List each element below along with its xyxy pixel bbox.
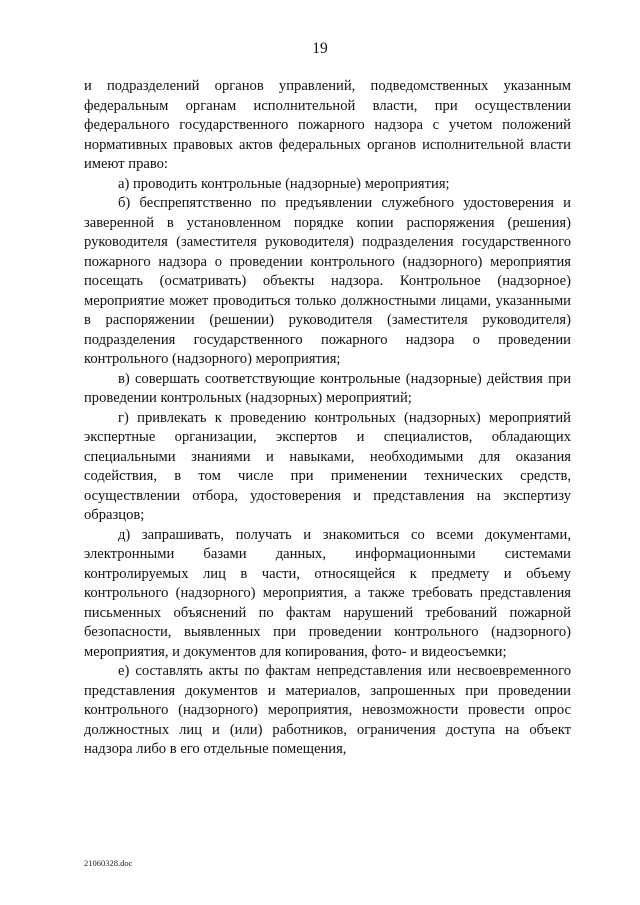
paragraph-item-b: б) беспрепятственно по предъявлении служебного удостоверения и заверенной в установленном порядке копии распоряжения (решения) руководителя (заместителя руководителя) подразделения государственного пожарного надзора о проведении контрольного (надзорного) мероприятия посещать (осматривать) объекты надзора. Контрольное (надзорное) мероприятие может проводиться только должностными лицами, указанными в распоряжении (решении) руководителя (заместителя руководителя) подразделения государственного пожарного надзора о проведении контрольного (надзорного) мероприятия; [84, 195, 571, 367]
file-name-footer: 21060328.doc [84, 858, 133, 868]
paragraph-item-d: д) запрашивать, получать и знакомиться со всеми документами, электронными базами данных, информационными системами контролируемых лиц в части, относящейся к предмету и объему контрольного (надзорного) мероприятия, а также требовать представления письменных объяснений по фактам нарушений требований пожарной безопасности, выявленных при проведении контрольного (надзорного) мероприятия, и документов для копирования, фото- и видеосъемки; [84, 526, 571, 660]
paragraph-item-v: в) совершать соответствующие контрольные (надзорные) действия при проведении контрольных (надзорных) мероприятий; [84, 370, 571, 406]
page-number: 19 [312, 40, 328, 57]
document-body [84, 77, 571, 760]
paragraph-item-e: е) составлять акты по фактам непредставления или несвоевременного представления документов и материалов, запрошенных при проведении контрольного (надзорного) мероприятия, невозможности провести опрос должностных лиц и (или) работников, ограничения доступа на объект надзора либо в его отдельные помещения, [84, 663, 571, 757]
paragraph-item-a: а) проводить контрольные (надзорные) мероприятия; [118, 175, 450, 192]
paragraph-continuation: и подразделений органов управлений, подведомственных указанным федеральным органам исполнительной власти, при осуществлении федерального государственного пожарного надзора с учетом положений нормативных правовых актов федеральных органов исполнительной власти имеют право: [84, 78, 571, 172]
paragraph-item-g: г) привлекать к проведению контрольных (надзорных) мероприятий экспертные организации, экспертов и специалистов, обладающих специальными знаниями и навыками, необходимыми для оказания содействия, в том числе при применении технических средств, осуществлении отбора, удостоверения и представления на экспертизу образцов; [84, 409, 571, 523]
